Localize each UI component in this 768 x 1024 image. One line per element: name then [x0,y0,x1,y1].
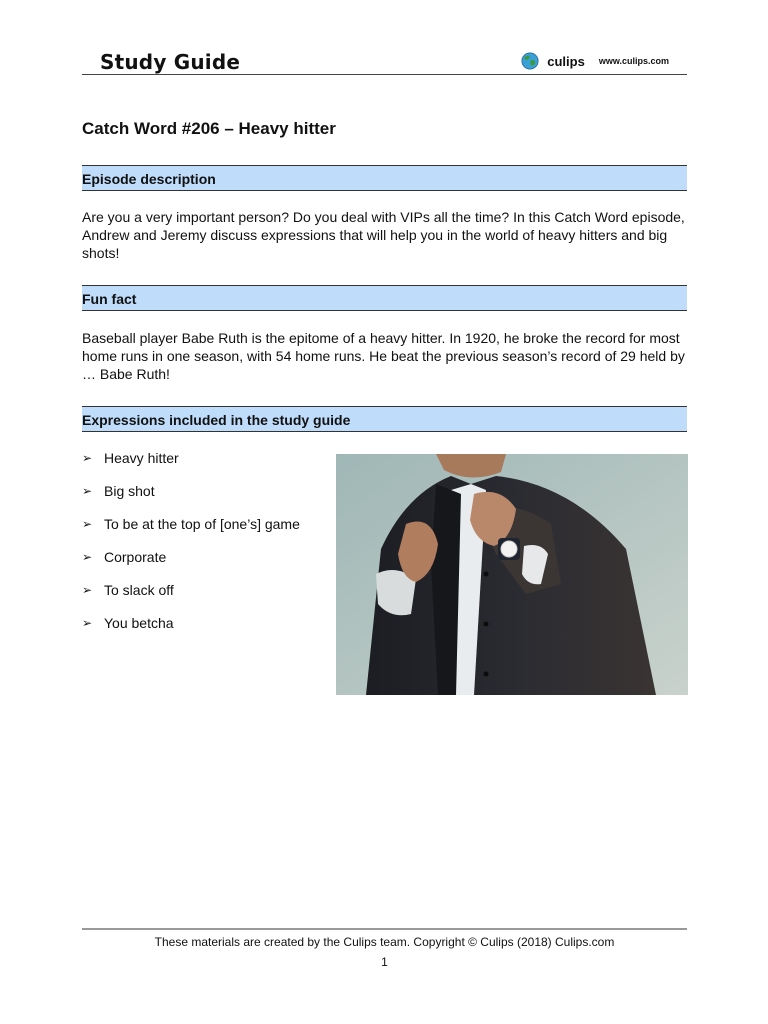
section-episode-description [82,165,687,191]
globe-icon [521,52,539,70]
fun-fact-text: Baseball player Babe Ruth is the epitome of a heavy hitter. In 1920, he broke the record for most home runs in one season, with 54 home runs. He beat the previous season’s record of 29 held by … Babe Ruth! [82,330,685,382]
page-footer [82,928,687,970]
document-title: Catch Word #206 – Heavy hitter [82,119,336,138]
list-item: ➢ Big shot [82,483,155,499]
arrow-bullet-icon: ➢ [82,616,93,630]
list-item: ➢ To slack off [82,582,174,598]
list-item: ➢ Heavy hitter [82,450,179,466]
photo-illustration [336,454,688,695]
section-expressions [82,406,687,432]
episode-description-text: Are you a very important person? Do you deal with VIPs all the time? In this Catch Word episode, Andrew and Jeremy discuss expressions that will help you in the world of heavy hitters and big shots! [82,209,685,261]
arrow-bullet-icon: ➢ [82,517,93,531]
brand-url: www.culips.com [598,56,669,66]
section-heading: Fun fact [82,291,137,307]
brand [521,52,669,70]
list-item: ➢ You betcha [82,615,174,631]
list-item: ➢ Corporate [82,549,167,565]
man-in-jacket-photo [336,454,688,695]
page-number: 1 [381,955,388,969]
header-title: Study Guide [100,50,241,74]
section-fun-fact [82,285,687,311]
section-heading: Episode description [82,171,216,187]
list-item: ➢ To be at the top of [one’s] game [82,516,300,532]
expressions-list [82,448,300,646]
copyright-text: These materials are created by the Culips team. Copyright © Culips (2018) Culips.com [154,935,615,949]
brand-name: culips [547,53,585,69]
arrow-bullet-icon: ➢ [82,484,93,498]
arrow-bullet-icon: ➢ [82,451,93,465]
page-header [82,48,687,75]
section-heading: Expressions included in the study guide [82,412,351,428]
arrow-bullet-icon: ➢ [82,583,93,597]
arrow-bullet-icon: ➢ [82,550,93,564]
